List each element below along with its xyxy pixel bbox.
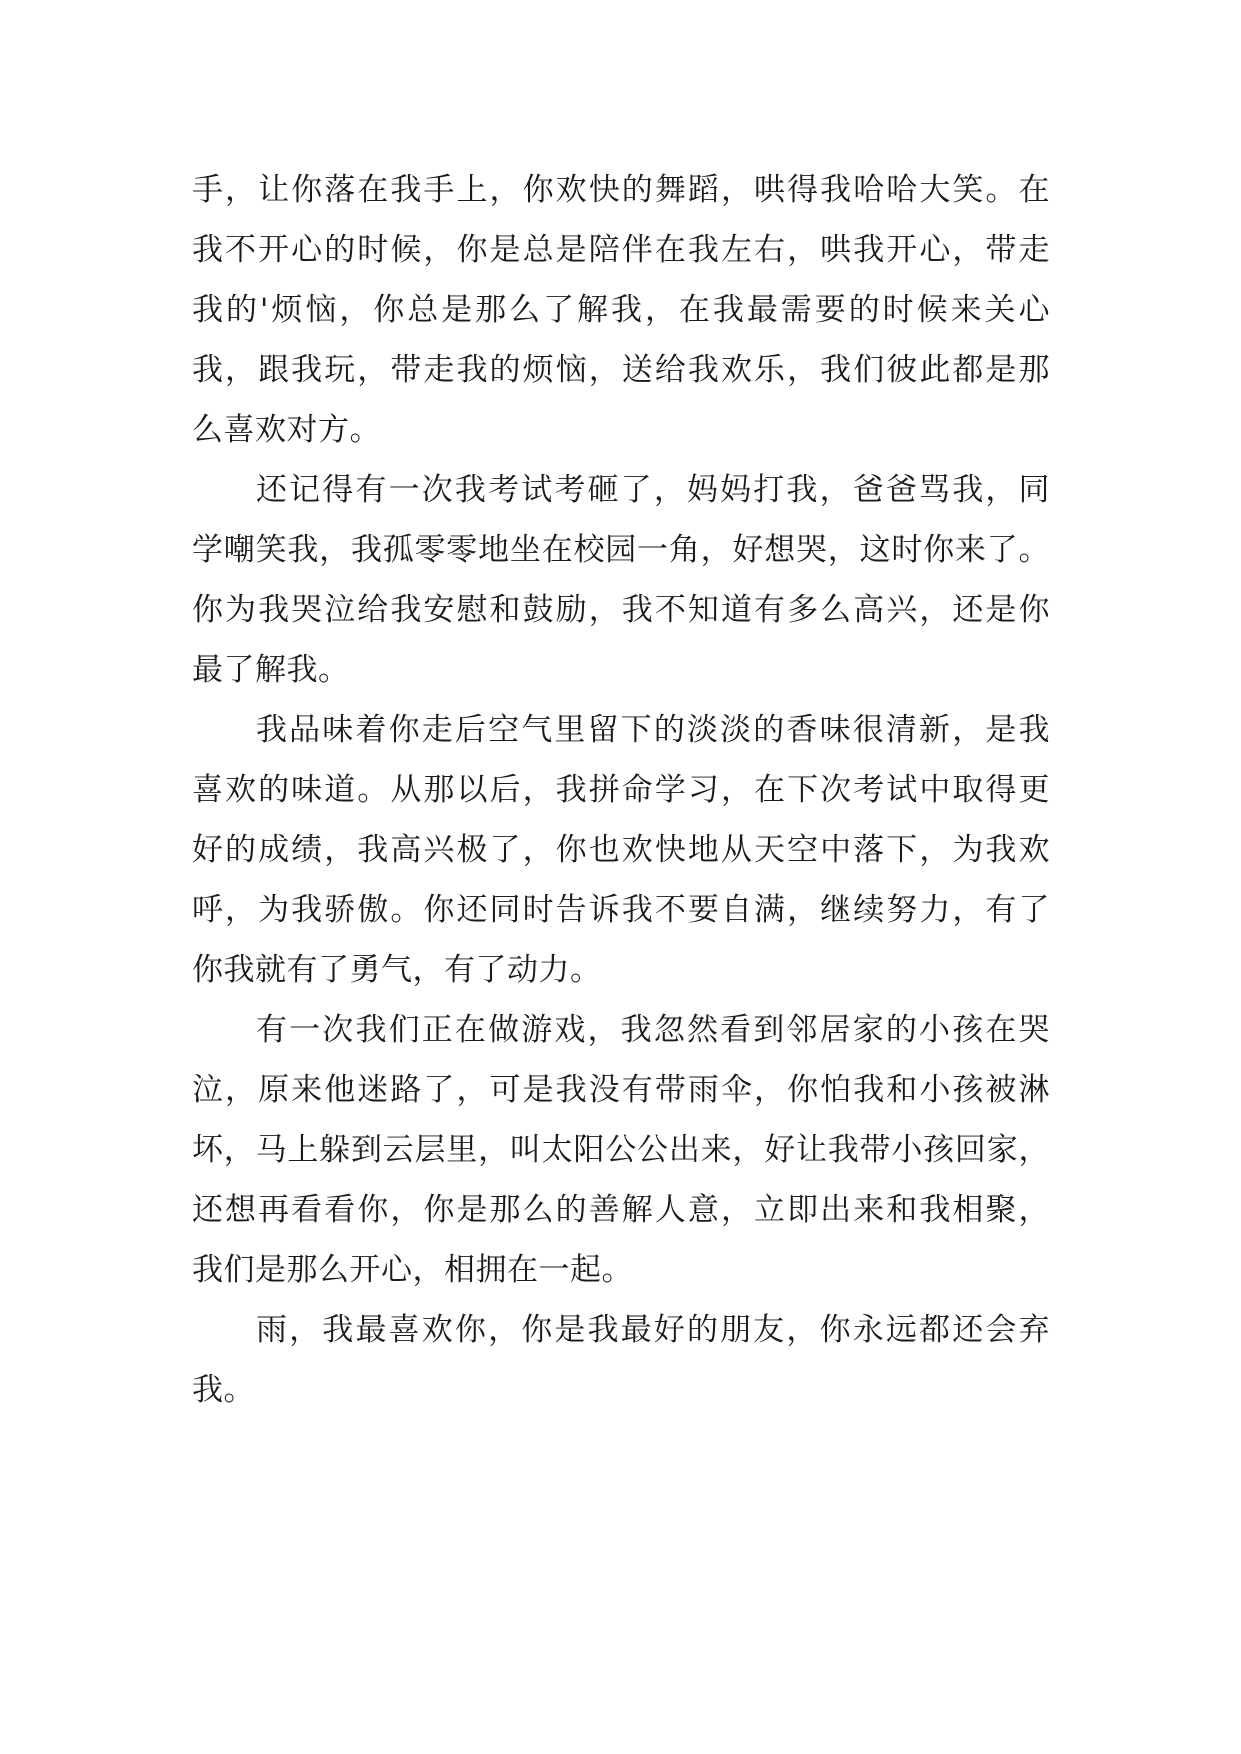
text-line: 还想再看看你，你是那么的善解人意，立即出来和我相聚， <box>192 1192 1050 1228</box>
text-line: 你我就有了勇气，有了动力。 <box>192 952 602 988</box>
essay-body <box>192 160 1072 1420</box>
text-line: 我不开心的时候，你是总是陪伴在我左右，哄我开心，带走 <box>192 232 1050 268</box>
text-line: 我，跟我玩，带走我的烦恼，送给我欢乐，我们彼此都是那 <box>192 352 1050 388</box>
paragraph-first-line: 还记得有一次我考试考砸了，妈妈打我，爸爸骂我，同 <box>256 472 1050 508</box>
text-line: 喜欢的味道。从那以后，我拼命学习，在下次考试中取得更 <box>192 772 1050 808</box>
text-line: 我们是那么开心，相拥在一起。 <box>192 1252 633 1288</box>
text-line: 呼，为我骄傲。你还同时告诉我不要自满，继续努力，有了 <box>192 892 1050 928</box>
paragraph-first-line: 雨，我最喜欢你，你是我最好的朋友，你永远都还会弃 <box>256 1312 1050 1348</box>
text-line: 最了解我。 <box>192 652 350 688</box>
paragraph-first-line: 有一次我们正在做游戏，我忽然看到邻居家的小孩在哭 <box>256 1012 1050 1048</box>
paragraph-first-line: 我品味着你走后空气里留下的淡淡的香味很清新，是我 <box>256 712 1050 748</box>
text-line: 学嘲笑我，我孤零零地坐在校园一角，好想哭，这时你来了。 <box>192 532 1050 568</box>
text-line: 手，让你落在我手上，你欢快的舞蹈，哄得我哈哈大笑。在 <box>192 172 1050 208</box>
text-line: 我的'烦恼，你总是那么了解我，在我最需要的时候来关心 <box>192 292 1050 328</box>
text-line: 我。 <box>192 1372 255 1408</box>
text-line: 么喜欢对方。 <box>192 412 381 448</box>
text-line: 好的成绩，我高兴极了，你也欢快地从天空中落下，为我欢 <box>192 832 1050 868</box>
text-line: 你为我哭泣给我安慰和鼓励，我不知道有多么高兴，还是你 <box>192 592 1050 628</box>
text-line: 泣，原来他迷路了，可是我没有带雨伞，你怕我和小孩被淋 <box>192 1072 1050 1108</box>
text-line: 坏，马上躲到云层里，叫太阳公公出来，好让我带小孩回家， <box>192 1132 1050 1168</box>
